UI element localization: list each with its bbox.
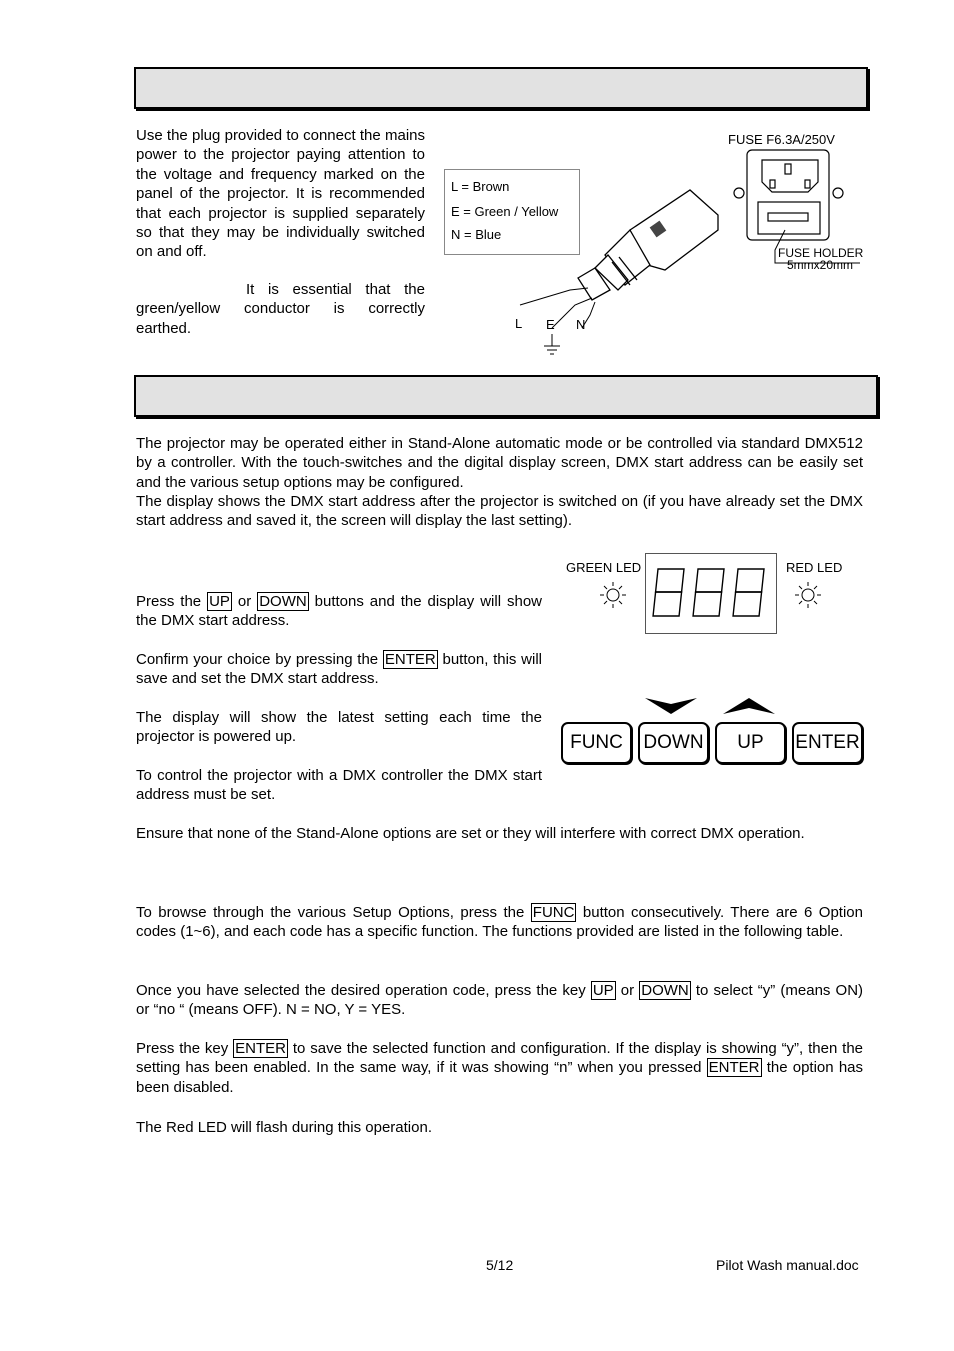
setup-p1-text-b: button consecutively. There are 6 Option codes (1~6), and each code has a specific function. The functions provided are listed in the following table. [136,904,863,941]
setup-p3-text-b: to save the selected function and configuration. If the display is showing “y”, then the setting has been enabled. In the same way, if it was showing “n” when you pressed [136,1040,864,1077]
down-key-ref-2: DOWN [641,982,689,999]
dmx-paragraph-5: Ensure that none of the Stand-Alone options are set or they will interfere with correct DMX operation. [136,825,805,842]
intro-paragraph-1: The projector may be operated either in Stand-Alone automatic mode or be controlled via standard DMX512 by a controller. With the touch-switches and the digital display screen, DMX start address can be easily set and the various setup options may be configured. [136,435,863,491]
setup-paragraph-1 [136,903,863,942]
dmx-paragraph-4: To control the projector with a DMX controller the DMX start address must be set. [136,767,542,804]
dmx-p2-text-b: button, this will save and set the DMX start address. [136,651,543,688]
dmx-p2-text-a: Confirm your choice by pressing the [136,651,379,668]
dmx-p1-text-b: buttons and the display will show the DMX start address. [136,593,542,630]
setup-paragraph-4: The Red LED will flash during this operation. [136,1119,432,1136]
red-led-icon [793,580,823,610]
setup-p3-text-c: the option has been disabled. [136,1059,863,1096]
power-section-header [134,67,868,109]
down-button[interactable]: DOWN [638,722,709,764]
fuse-holder-label: FUSE HOLDER [778,246,864,260]
up-button[interactable]: UP [715,722,786,764]
up-key-ref-2: UP [592,982,614,999]
setup-p2-text-b: to select “y” (means ON) or “no “ (means OFF). N = NO, Y = YES. [136,982,864,1019]
green-led-icon [598,580,628,610]
legend-line-1: L = Brown [451,179,510,194]
dmx-p1-or: or [237,593,252,610]
setup-paragraph-3 [136,1039,863,1097]
dmx-p1-text-a: Press the [136,593,202,610]
func-button[interactable]: FUNC [561,722,632,764]
intro-paragraph-2: The display shows the DMX start address after the projector is switched on (if you have already set the DMX start address and saved it, the screen will display the last setting). [136,493,863,530]
dmx-paragraph-2 [136,650,542,689]
dmx-paragraph-3: The display will show the latest setting each time the projector is powered up. [136,709,542,746]
power-paragraph-2-text: It is essential that the green/yellow conductor is correctly earthed. [136,281,425,337]
down-key-ref: DOWN [259,593,307,610]
enter-key-ref-3: ENTER [708,1059,760,1077]
enter-key-ref: ENTER [384,651,436,668]
iec-socket-icon [734,150,843,240]
power-plug-diagram [500,120,880,365]
setup-p3-text-a: Press the key [136,1040,229,1057]
setup-paragraph-2 [136,981,863,1020]
pin-l-label: L [515,316,523,331]
green-led-label: GREEN LED [566,560,642,575]
up-arrow-icon [723,696,775,716]
setup-p2-text-a: Once you have selected the desired operation code, press the key [136,982,586,999]
up-key-ref: UP [209,593,230,610]
legend-line-2: E = Green / Yellow [451,204,559,219]
legend-line-3: N = Blue [451,227,502,242]
dmx-paragraph-1 [136,592,542,631]
enter-button[interactable]: ENTER [792,722,863,764]
func-key-ref: FUNC [532,904,575,921]
enter-key-ref-2: ENTER [235,1040,286,1057]
fuse-rating-label: FUSE F6.3A/250V [728,132,835,147]
page-number: 5/12 [486,1257,514,1273]
setup-section-header [134,375,878,417]
power-paragraph-1: Use the plug provided to connect the mains power to the projector paying attention to the voltage and frequency marked on the panel of the projector. It is recommended that each projector is supplied separately so that they may be individually switched on and off. [136,127,425,261]
seven-segment-display [645,553,777,634]
red-led-label: RED LED [786,560,843,575]
fuse-holder-size: 5mmx20mm [787,258,854,272]
earth-icon [544,334,560,354]
pin-n-label: N [576,317,586,332]
display-digits-icon [646,554,776,633]
pin-e-label: E [546,317,555,332]
down-arrow-icon [645,696,697,716]
setup-p1-text-a: To browse through the various Setup Options, press the [136,904,525,921]
setup-p2-or: or [620,982,635,999]
power-paragraph-2 [136,280,425,338]
document-name: Pilot Wash manual.doc [716,1257,859,1273]
